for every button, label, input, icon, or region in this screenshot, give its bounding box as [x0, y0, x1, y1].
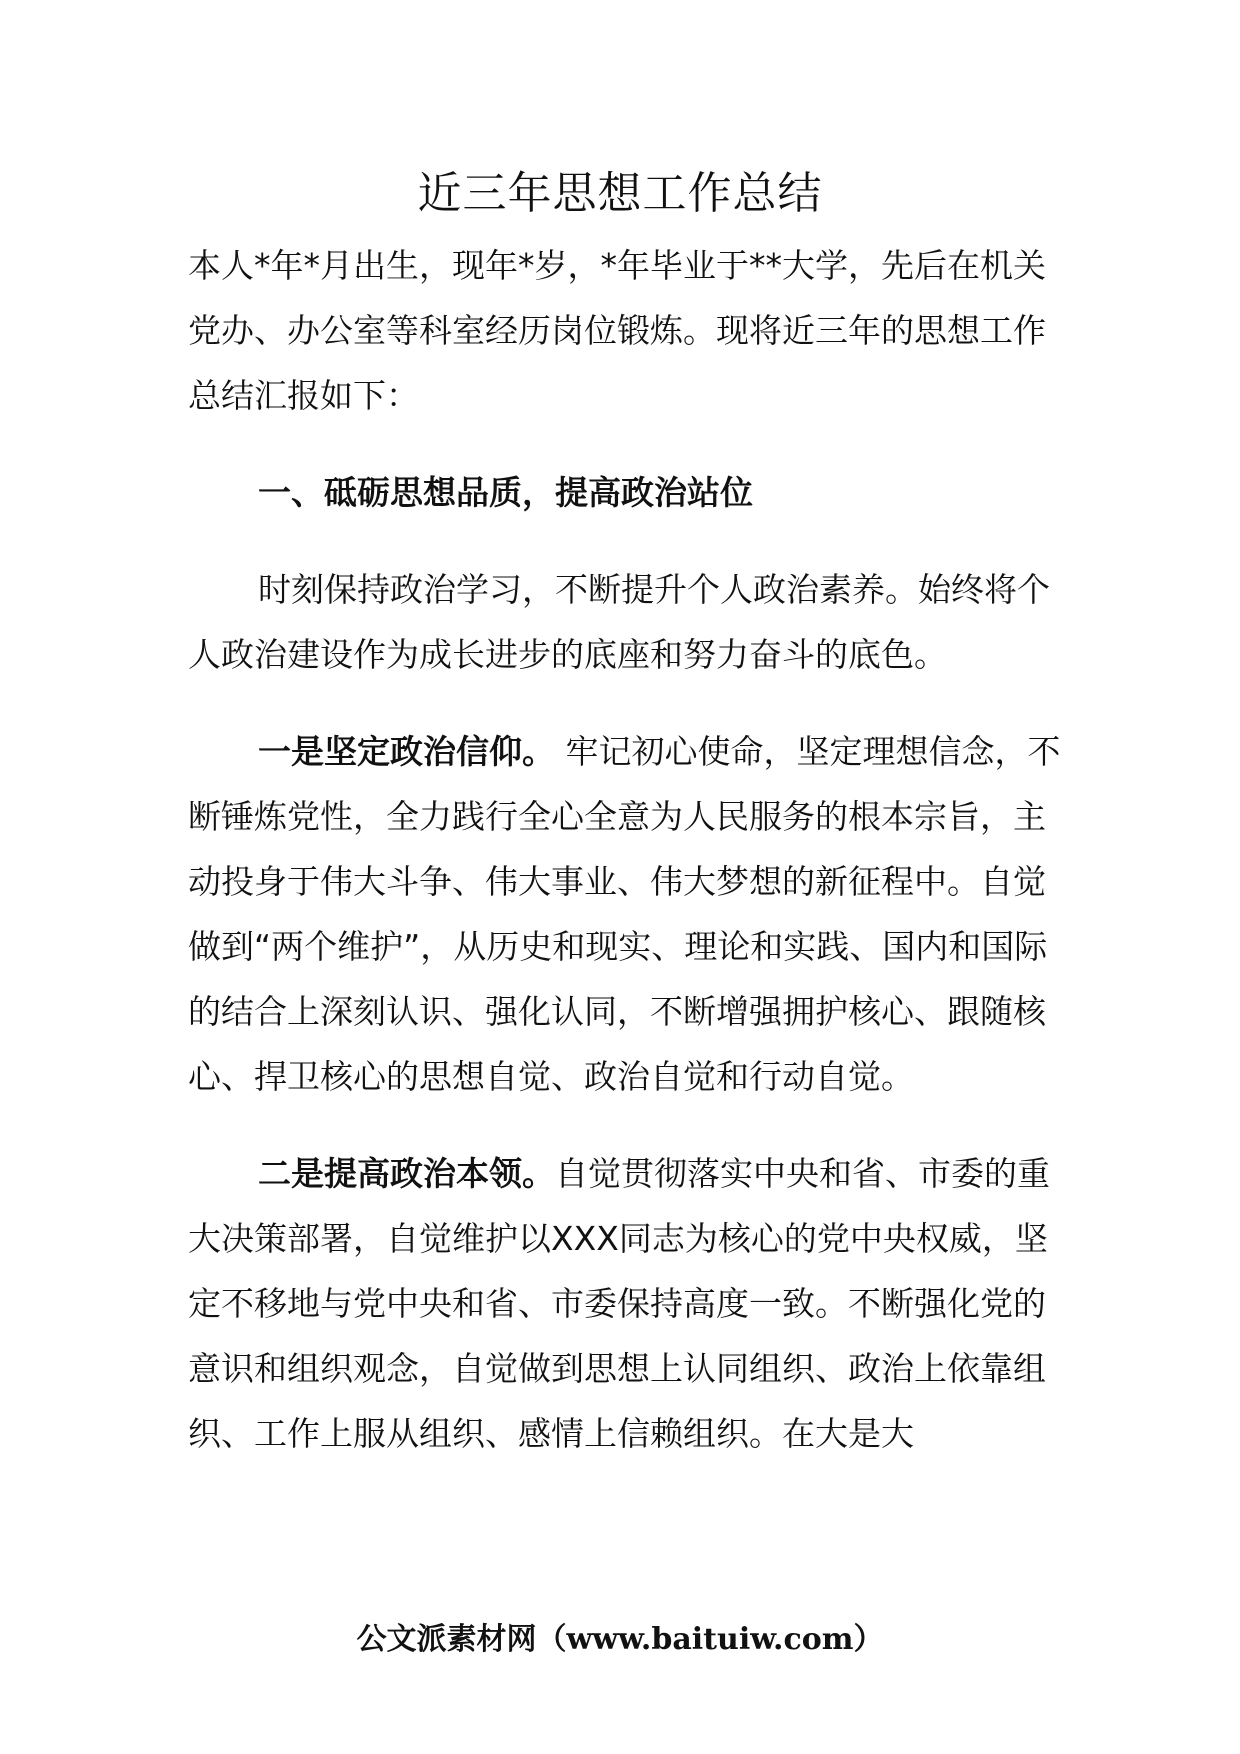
point-1-paragraph [188, 719, 1068, 1109]
intro-paragraph: 本人*年*月出生，现年*岁，*年毕业于**大学，先后在机关党办、办公室等科室经历岗位锻炼。现将近三年的思想工作总结汇报如下： [188, 246, 1046, 415]
point-1-body: 牢记初心使命，坚定理想信念，不断锤炼党性，全力践行全心全意为人民服务的根本宗旨，主动投身于伟大斗争、伟大事业、伟大梦想的新征程中。自觉做到“两个维护”，从历史和现实、理论和实践、国内和国际的结合上深刻认识、强化认同，不断增强拥护核心、跟随核心、捍卫核心的思想自觉、政治自觉和行动自觉。 [188, 732, 1061, 1096]
footer-watermark: 公文派素材网（www.baituiw.com） [356, 1622, 884, 1657]
point-2-paragraph [188, 1141, 1068, 1466]
document-title: 近三年思想工作总结 [417, 168, 823, 219]
section-heading-1: 一、砥砺思想品质，提高政治站位 [258, 473, 753, 512]
point-2-body: 自觉贯彻落实中央和省、市委的重大决策部署，自觉维护以XXX同志为核心的党中央权威，坚定不移地与党中央和省、市委保持高度一致。不断强化党的意识和组织观念，自觉做到思想上认同组织、政治上依靠组织、工作上服从组织、感情上信赖组织。在大是大 [188, 1154, 1050, 1453]
point-1-lead: 一是坚定政治信仰。 [258, 732, 555, 771]
section-1-intro-paragraph: 时刻保持政治学习，不断提升个人政治素养。始终将个人政治建设作为成长进步的底座和努力奋斗的底色。 [188, 570, 1050, 674]
document-body [188, 233, 1068, 1466]
point-2-lead: 二是提高政治本领。 [258, 1154, 555, 1193]
